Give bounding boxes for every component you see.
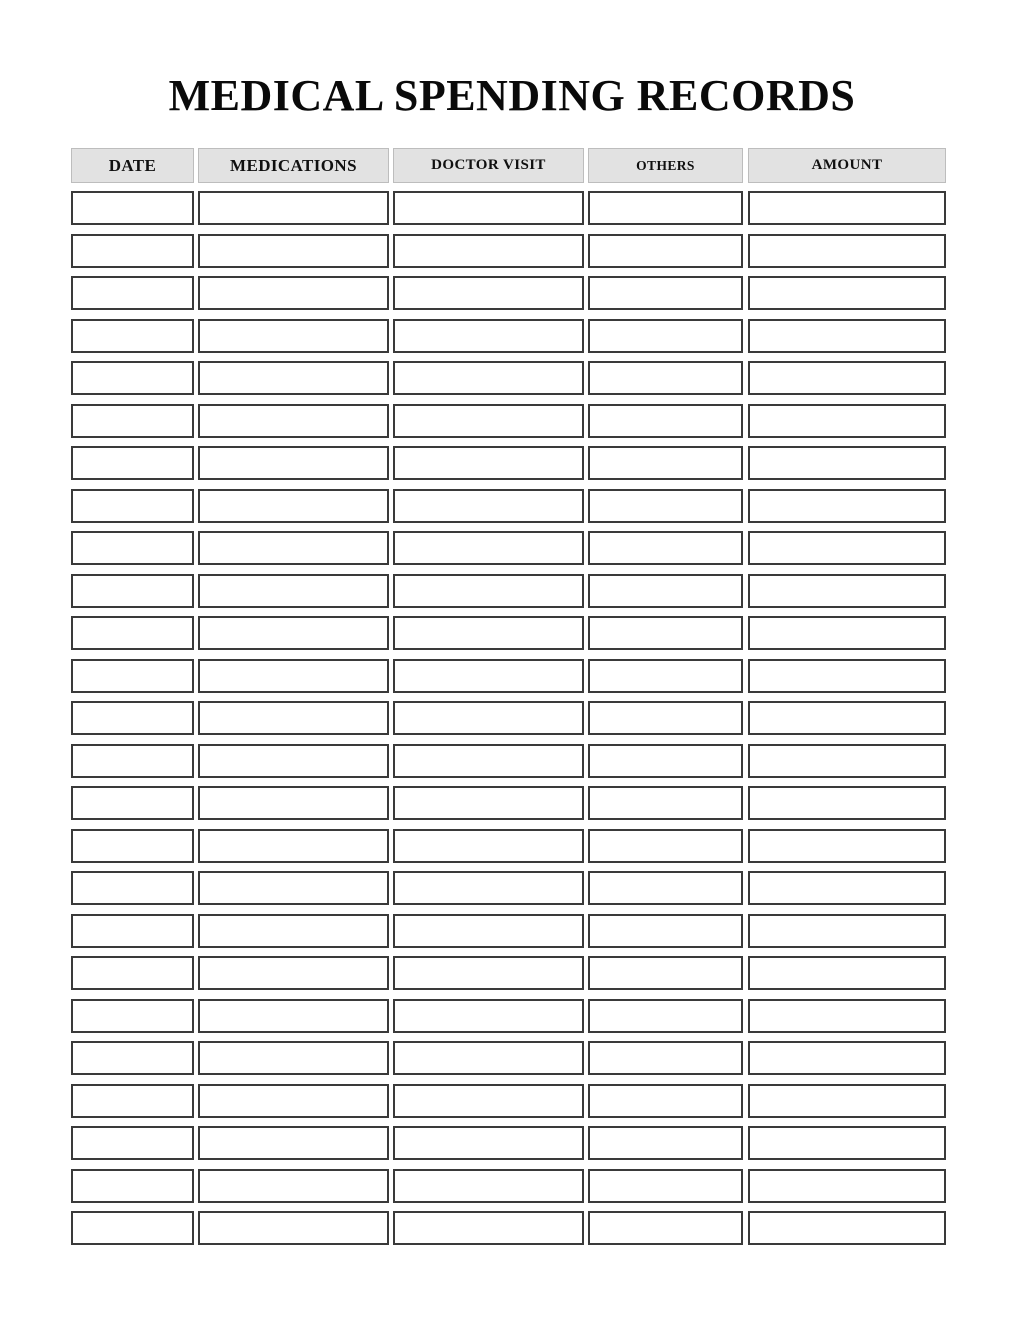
cell-others[interactable] <box>588 659 743 693</box>
cell-medications[interactable] <box>198 786 389 820</box>
cell-others[interactable] <box>588 744 743 778</box>
table-row <box>71 999 948 1033</box>
cell-date[interactable] <box>71 744 194 778</box>
cell-date[interactable] <box>71 319 194 353</box>
cell-doctor-visit[interactable] <box>393 1084 584 1118</box>
cell-medications[interactable] <box>198 574 389 608</box>
table-row <box>71 234 948 268</box>
cell-others[interactable] <box>588 1084 743 1118</box>
cell-others[interactable] <box>588 319 743 353</box>
cell-date[interactable] <box>71 871 194 905</box>
column-header-doctor-visit: DOCTOR VISIT <box>393 148 584 183</box>
cell-medications[interactable] <box>198 531 389 565</box>
cell-doctor-visit[interactable] <box>393 914 584 948</box>
cell-medications[interactable] <box>198 446 389 480</box>
cell-date[interactable] <box>71 999 194 1033</box>
table-row <box>71 404 948 438</box>
cell-medications[interactable] <box>198 659 389 693</box>
table-row <box>71 744 948 778</box>
cell-doctor-visit[interactable] <box>393 404 584 438</box>
cell-others[interactable] <box>588 234 743 268</box>
cell-date[interactable] <box>71 1084 194 1118</box>
cell-medications[interactable] <box>198 1041 389 1075</box>
cell-medications[interactable] <box>198 956 389 990</box>
cell-amount[interactable] <box>748 1084 946 1118</box>
table-row <box>71 659 948 693</box>
cell-date[interactable] <box>71 956 194 990</box>
cell-amount[interactable] <box>748 234 946 268</box>
cell-others[interactable] <box>588 786 743 820</box>
cell-amount[interactable] <box>748 956 946 990</box>
cell-others[interactable] <box>588 914 743 948</box>
table-row <box>71 1126 948 1160</box>
cell-doctor-visit[interactable] <box>393 616 584 650</box>
cell-doctor-visit[interactable] <box>393 701 584 735</box>
cell-medications[interactable] <box>198 319 389 353</box>
cell-amount[interactable] <box>748 1211 946 1245</box>
cell-medications[interactable] <box>198 191 389 225</box>
cell-doctor-visit[interactable] <box>393 1041 584 1075</box>
cell-medications[interactable] <box>198 404 389 438</box>
cell-date[interactable] <box>71 574 194 608</box>
table-row <box>71 276 948 310</box>
page-title: MEDICAL SPENDING RECORDS <box>168 71 856 120</box>
cell-others[interactable] <box>588 446 743 480</box>
cell-others[interactable] <box>588 829 743 863</box>
table-body <box>71 191 948 1245</box>
medical-spending-table <box>71 148 948 1254</box>
cell-date[interactable] <box>71 1169 194 1203</box>
cell-amount[interactable] <box>748 871 946 905</box>
cell-medications[interactable] <box>198 616 389 650</box>
table-row <box>71 319 948 353</box>
cell-others[interactable] <box>588 616 743 650</box>
cell-medications[interactable] <box>198 914 389 948</box>
cell-others[interactable] <box>588 191 743 225</box>
cell-doctor-visit[interactable] <box>393 234 584 268</box>
cell-medications[interactable] <box>198 999 389 1033</box>
cell-others[interactable] <box>588 574 743 608</box>
cell-date[interactable] <box>71 786 194 820</box>
cell-doctor-visit[interactable] <box>393 574 584 608</box>
table-row <box>71 446 948 480</box>
cell-date[interactable] <box>71 659 194 693</box>
table-row <box>71 574 948 608</box>
table-row <box>71 701 948 735</box>
cell-medications[interactable] <box>198 489 389 523</box>
cell-amount[interactable] <box>748 361 946 395</box>
cell-date[interactable] <box>71 191 194 225</box>
table-row <box>71 616 948 650</box>
table-row <box>71 361 948 395</box>
table-header-row <box>71 148 948 183</box>
cell-others[interactable] <box>588 531 743 565</box>
cell-amount[interactable] <box>748 829 946 863</box>
cell-amount[interactable] <box>748 531 946 565</box>
cell-medications[interactable] <box>198 829 389 863</box>
cell-doctor-visit[interactable] <box>393 446 584 480</box>
cell-date[interactable] <box>71 1041 194 1075</box>
cell-date[interactable] <box>71 489 194 523</box>
cell-doctor-visit[interactable] <box>393 489 584 523</box>
cell-medications[interactable] <box>198 1084 389 1118</box>
cell-amount[interactable] <box>748 914 946 948</box>
cell-others[interactable] <box>588 489 743 523</box>
cell-amount[interactable] <box>748 574 946 608</box>
cell-date[interactable] <box>71 1211 194 1245</box>
cell-others[interactable] <box>588 1169 743 1203</box>
cell-doctor-visit[interactable] <box>393 999 584 1033</box>
cell-amount[interactable] <box>748 1041 946 1075</box>
cell-medications[interactable] <box>198 234 389 268</box>
cell-others[interactable] <box>588 276 743 310</box>
cell-amount[interactable] <box>748 701 946 735</box>
table-row <box>71 531 948 565</box>
cell-doctor-visit[interactable] <box>393 531 584 565</box>
cell-amount[interactable] <box>748 659 946 693</box>
table-row <box>71 829 948 863</box>
column-header-medications: MEDICATIONS <box>198 148 389 183</box>
cell-others[interactable] <box>588 361 743 395</box>
cell-medications[interactable] <box>198 1169 389 1203</box>
cell-amount[interactable] <box>748 786 946 820</box>
table-row <box>71 786 948 820</box>
cell-doctor-visit[interactable] <box>393 871 584 905</box>
cell-doctor-visit[interactable] <box>393 361 584 395</box>
cell-medications[interactable] <box>198 1211 389 1245</box>
cell-amount[interactable] <box>748 1169 946 1203</box>
cell-doctor-visit[interactable] <box>393 659 584 693</box>
cell-doctor-visit[interactable] <box>393 1211 584 1245</box>
cell-date[interactable] <box>71 361 194 395</box>
cell-others[interactable] <box>588 956 743 990</box>
cell-amount[interactable] <box>748 446 946 480</box>
cell-doctor-visit[interactable] <box>393 786 584 820</box>
cell-amount[interactable] <box>748 276 946 310</box>
cell-date[interactable] <box>71 914 194 948</box>
cell-amount[interactable] <box>748 999 946 1033</box>
table-row <box>71 871 948 905</box>
table-row <box>71 914 948 948</box>
cell-date[interactable] <box>71 234 194 268</box>
cell-others[interactable] <box>588 1126 743 1160</box>
cell-medications[interactable] <box>198 1126 389 1160</box>
cell-medications[interactable] <box>198 361 389 395</box>
cell-amount[interactable] <box>748 616 946 650</box>
table-row <box>71 1041 948 1075</box>
cell-medications[interactable] <box>198 871 389 905</box>
table-row <box>71 191 948 225</box>
column-header-amount: AMOUNT <box>748 148 946 183</box>
cell-date[interactable] <box>71 531 194 565</box>
table-row <box>71 956 948 990</box>
cell-amount[interactable] <box>748 191 946 225</box>
cell-date[interactable] <box>71 404 194 438</box>
cell-others[interactable] <box>588 1211 743 1245</box>
cell-others[interactable] <box>588 701 743 735</box>
cell-doctor-visit[interactable] <box>393 191 584 225</box>
cell-medications[interactable] <box>198 276 389 310</box>
column-header-others: OTHERS <box>588 148 743 183</box>
cell-medications[interactable] <box>198 701 389 735</box>
cell-doctor-visit[interactable] <box>393 1169 584 1203</box>
table-row <box>71 1169 948 1203</box>
cell-others[interactable] <box>588 1041 743 1075</box>
cell-amount[interactable] <box>748 744 946 778</box>
cell-amount[interactable] <box>748 404 946 438</box>
cell-date[interactable] <box>71 701 194 735</box>
cell-others[interactable] <box>588 871 743 905</box>
cell-amount[interactable] <box>748 1126 946 1160</box>
column-header-date: DATE <box>71 148 194 183</box>
cell-date[interactable] <box>71 276 194 310</box>
cell-doctor-visit[interactable] <box>393 276 584 310</box>
cell-date[interactable] <box>71 1126 194 1160</box>
cell-date[interactable] <box>71 616 194 650</box>
cell-amount[interactable] <box>748 489 946 523</box>
cell-doctor-visit[interactable] <box>393 829 584 863</box>
cell-medications[interactable] <box>198 744 389 778</box>
cell-date[interactable] <box>71 446 194 480</box>
table-row <box>71 1211 948 1245</box>
table-row <box>71 489 948 523</box>
cell-amount[interactable] <box>748 319 946 353</box>
cell-doctor-visit[interactable] <box>393 744 584 778</box>
table-row <box>71 1084 948 1118</box>
cell-date[interactable] <box>71 829 194 863</box>
cell-others[interactable] <box>588 404 743 438</box>
cell-doctor-visit[interactable] <box>393 319 584 353</box>
cell-others[interactable] <box>588 999 743 1033</box>
cell-doctor-visit[interactable] <box>393 1126 584 1160</box>
cell-doctor-visit[interactable] <box>393 956 584 990</box>
